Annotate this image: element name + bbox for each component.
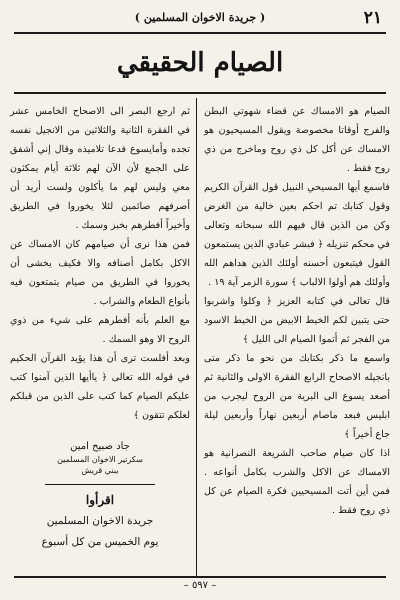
left-column: [10, 102, 190, 485]
advertisement-box: [12, 490, 188, 553]
signature-name: جاد صبيح امين: [70, 441, 130, 452]
paragraph: وبعد أفلست ترى أن هذا يؤيد القرآن الحكيم في قوله الله تعالى ﴿ ياأيها الذين آمنوا كتب عليكم الصيام كما كتب على الذين من قبلكم لعلكم تتقون ﴾: [10, 353, 190, 421]
ad-line: جريدة الاخوان المسلمين: [46, 515, 154, 527]
page-header: [14, 6, 386, 32]
paragraph: مع العلم بأنه أفطرهم على شيء من ذوي الروح الا وهو السمك .: [10, 315, 190, 345]
right-column: [204, 102, 390, 520]
signature-location: ببني قريش: [81, 466, 119, 475]
signature-title: سكرتير الاخوان المسلمين: [57, 455, 143, 464]
header-rule: [14, 32, 386, 34]
paragraph: الصيام هو الامساك عن قضاء شهوتي البطن والفرج أوقاتا مخصوصة ويقول المسيحيون هو الامساك عن أكل كل ذي روح وماخرج من ذي روح فقط .: [204, 106, 390, 174]
ad-line: يوم الخميس من كل أسبوع: [41, 536, 159, 548]
signature-rule: [45, 484, 155, 485]
paragraph: قال تعالى في كتابه العزيز ﴿ وكلوا واشربوا حتى يتبين لكم الخيط الابيض من الخيط الاسود من الفجر ثم أتموا الصيام الى الليل ﴾: [204, 296, 390, 345]
paragraph: فمن هذا نرى أن صيامهم كان الامساك عن الاكل بكامل أصنافه والا فكيف يخشى أن يخوروا في الطريق من صيام يتمتعون فيه بأنواع الطعام والشراب .: [10, 239, 190, 307]
signature-block: [10, 439, 190, 485]
column-divider: [196, 98, 197, 576]
paragraph: واسمع ما ذكر بكتابك من نحو ما ذكر متى بانجيله الاصحاح الرابع الفقرة الاولى والثانية ثم أصعد يسوع الى البرية من الروح ليجرب من ابليس فبعد ماصام أربعين نهاراً وأربعين ليلة جاع أخيراً ﴾: [204, 353, 390, 440]
footer-page-number: – ٥٩٧ –: [183, 580, 217, 591]
page-number: ٢١: [363, 8, 382, 28]
article-title: الصيام الحقيقي: [116, 48, 284, 78]
paragraph: اذا كان صيام صاحب الشريعة النصرانية هو الامساك عن الاكل والشرب بكامل أنواعه . فمن أين أتت المسيحيين فكرة الصيام عن كل ذي روح فقط .: [204, 448, 390, 516]
paragraph: ثم ارجع البصر الى الاصحاح الخامس عشر في الفقرة الثانية والثلاثين من الانجيل نفسه تجده وأمايسوع فدعا تلاميذه وقال إني أشفق على الجمع لأن الآن لهم ثلاثة أيام يمكثون معي وليس لهم ما يأكلون ولست أريد أن أصرفهم صائمين لئلا يخوروا في الطريق وأخيراً أفطرهم بخبز وسمك .: [10, 106, 190, 231]
paragraph: فاسمع أيها المسيحي النبيل قول القرآن الكريم وقول كتابك تم احكم بعين خالية من الغرض وكن من الذين قال فيهم الله سبحانه وتعالى في محكم تنزيله ﴿ فبشر عبادي الذين يستمعون القول فيتبعون أحسنه أولئك الذين هداهم الله وأولئك هم أولوا الالباب ﴾ سورة الزمر آية ١٩ .: [204, 182, 390, 288]
journal-name: ( جريدة الاخوان المسلمين ): [134, 11, 266, 24]
ad-title: اقرأوا: [85, 493, 115, 507]
footer-rule: [14, 576, 386, 578]
title-rule: [14, 92, 386, 94]
